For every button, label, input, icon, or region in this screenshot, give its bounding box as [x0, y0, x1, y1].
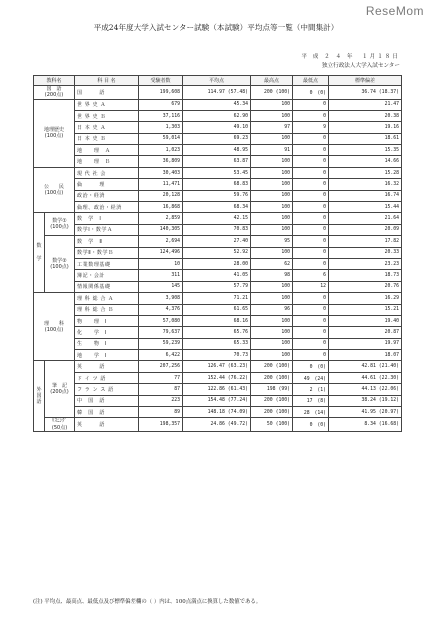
subject-cell: ド イ ツ 語: [75, 372, 139, 383]
table-body: [34, 86, 402, 432]
max-cell: 100: [251, 213, 293, 224]
examinees-cell: 4,376: [139, 304, 183, 315]
max-cell: 96: [251, 304, 293, 315]
std-dev-cell: 19.40: [329, 315, 402, 326]
table-row: [34, 167, 402, 178]
std-dev-cell: 20.09: [329, 224, 402, 235]
min-cell: 0 (0): [293, 86, 329, 100]
subject-cell: フ ラ ン ス 語: [75, 384, 139, 395]
min-cell: 0: [293, 304, 329, 315]
average-cell: 62.90: [183, 110, 251, 121]
table-row: [34, 418, 402, 432]
min-cell: 17 (8): [293, 395, 329, 406]
examinees-cell: 6,422: [139, 350, 183, 361]
min-cell: 0: [293, 293, 329, 304]
examinees-cell: 145: [139, 281, 183, 292]
max-cell: 100: [251, 327, 293, 338]
group-gaikoku: 外国語: [34, 361, 45, 431]
table-row: [34, 213, 402, 224]
table-row: [34, 236, 402, 247]
max-cell: 200 (100): [251, 407, 293, 418]
table-row: [34, 122, 402, 133]
std-dev-cell: 23.23: [329, 258, 402, 269]
max-cell: 100: [251, 99, 293, 110]
min-cell: 0: [293, 133, 329, 144]
average-cell: 45.34: [183, 99, 251, 110]
std-dev-cell: 20.33: [329, 247, 402, 258]
average-cell: 42.15: [183, 213, 251, 224]
average-cell: 59.76: [183, 190, 251, 201]
max-cell: 100: [251, 224, 293, 235]
examinees-cell: 124,496: [139, 247, 183, 258]
average-cell: 41.05: [183, 270, 251, 281]
page-title: 平成24年度大学入試センター試験（本試験）平均点等一覧（中間集計）: [93, 23, 339, 32]
average-cell: 63.87: [183, 156, 251, 167]
subject-cell: 地 理 Ａ: [75, 145, 139, 156]
header-average: 平均点: [183, 76, 251, 86]
subject-cell: 情報関係基礎: [75, 281, 139, 292]
min-cell: 0: [293, 315, 329, 326]
examinees-cell: 37,116: [139, 110, 183, 121]
min-cell: 0: [293, 99, 329, 110]
examinees-cell: 1,023: [139, 145, 183, 156]
max-cell: 198 (99): [251, 384, 293, 395]
average-cell: 28.00: [183, 258, 251, 269]
group-hikki: 筆 記 (200点): [45, 361, 75, 418]
min-cell: 2 (1): [293, 384, 329, 395]
min-cell: 49 (24): [293, 372, 329, 383]
subject-cell: 数 学 Ⅱ: [75, 236, 139, 247]
examinees-cell: 2,694: [139, 236, 183, 247]
table-row: [34, 372, 402, 383]
subject-cell: 中 国 語: [75, 395, 139, 406]
average-cell: 61.65: [183, 304, 251, 315]
std-dev-cell: 15.21: [329, 304, 402, 315]
examinees-cell: 223: [139, 395, 183, 406]
min-cell: 0: [293, 224, 329, 235]
average-cell: 126.47 (63.23): [183, 361, 251, 372]
group-chireki: 地理歴史 (100点): [34, 99, 75, 167]
average-cell: 69.23: [183, 133, 251, 144]
average-cell: 122.86 (61.43): [183, 384, 251, 395]
subject-cell: 日 本 史 Ｂ: [75, 133, 139, 144]
table-row: [34, 202, 402, 213]
examinees-cell: 207,256: [139, 361, 183, 372]
average-cell: 65.76: [183, 327, 251, 338]
average-cell: 148.18 (74.09): [183, 407, 251, 418]
std-dev-cell: 21.64: [329, 213, 402, 224]
average-cell: 24.86 (49.72): [183, 418, 251, 432]
table-row: [34, 395, 402, 406]
examinees-cell: 20,128: [139, 190, 183, 201]
table-row: [34, 145, 402, 156]
average-cell: 152.44 (76.22): [183, 372, 251, 383]
max-cell: 100: [251, 202, 293, 213]
table-row: [34, 224, 402, 235]
table-row: [34, 384, 402, 395]
max-cell: 100: [251, 247, 293, 258]
std-dev-cell: 18.07: [329, 350, 402, 361]
min-cell: 0: [293, 236, 329, 247]
std-dev-cell: 8.34 (16.68): [329, 418, 402, 432]
subject-cell: 化 学 Ⅰ: [75, 327, 139, 338]
min-cell: 0: [293, 190, 329, 201]
examinees-cell: 199,608: [139, 86, 183, 100]
average-cell: 53.45: [183, 167, 251, 178]
min-cell: 0: [293, 213, 329, 224]
header-subject: 科 目 名: [75, 76, 139, 86]
examinees-cell: 59,239: [139, 338, 183, 349]
max-cell: 100: [251, 110, 293, 121]
max-cell: 98: [251, 270, 293, 281]
average-cell: 68.34: [183, 202, 251, 213]
max-cell: 200 (100): [251, 361, 293, 372]
max-cell: 100: [251, 190, 293, 201]
table-row: [34, 86, 402, 100]
examinees-cell: 679: [139, 99, 183, 110]
min-cell: 0: [293, 202, 329, 213]
table-row: [34, 156, 402, 167]
table-row: [34, 338, 402, 349]
max-cell: 100: [251, 338, 293, 349]
subject-cell: 日 本 史 Ａ: [75, 122, 139, 133]
max-cell: 100: [251, 133, 293, 144]
table-row: [34, 247, 402, 258]
examinees-cell: 198,357: [139, 418, 183, 432]
table-row: [34, 293, 402, 304]
table-row: [34, 304, 402, 315]
std-dev-cell: 20.87: [329, 327, 402, 338]
issue-date: 平 成 ２ ４ 年 １月１８日: [301, 54, 400, 60]
min-cell: 28 (14): [293, 407, 329, 418]
subject-cell: 倫理、政治・経済: [75, 202, 139, 213]
table-row: [34, 179, 402, 190]
std-dev-cell: 14.66: [329, 156, 402, 167]
footnote: (注) 平均点、最高点、最低点及び標準偏差欄の（ ）内は、100点満点に換算した数値である。: [33, 599, 262, 605]
subject-cell: 政治・経済: [75, 190, 139, 201]
average-cell: 48.95: [183, 145, 251, 156]
max-cell: 100: [251, 156, 293, 167]
min-cell: 0: [293, 156, 329, 167]
average-cell: 114.97 (57.48): [183, 86, 251, 100]
std-dev-cell: 15.44: [329, 202, 402, 213]
max-cell: 50 (100): [251, 418, 293, 432]
std-dev-cell: 16.32: [329, 179, 402, 190]
std-dev-cell: 44.61 (22.30): [329, 372, 402, 383]
examinees-cell: 79,637: [139, 327, 183, 338]
group-koumin: 公 民 (100点): [34, 167, 75, 213]
subject-cell: 倫 理: [75, 179, 139, 190]
max-cell: 62: [251, 258, 293, 269]
group-suugaku: 数 学: [34, 213, 45, 293]
min-cell: 0: [293, 350, 329, 361]
average-cell: 68.16: [183, 315, 251, 326]
examinees-cell: 59,014: [139, 133, 183, 144]
header-examinees: 受験者数: [139, 76, 183, 86]
std-dev-cell: 15.35: [329, 145, 402, 156]
std-dev-cell: 19.16: [329, 122, 402, 133]
std-dev-cell: 19.97: [329, 338, 402, 349]
subject-cell: 生 物 Ⅰ: [75, 338, 139, 349]
examinees-cell: 87: [139, 384, 183, 395]
max-cell: 100: [251, 350, 293, 361]
average-cell: 154.48 (77.24): [183, 395, 251, 406]
group-suugaku-1: 数学① (100点): [45, 213, 75, 236]
subject-cell: 地 学 Ⅰ: [75, 350, 139, 361]
min-cell: 0: [293, 338, 329, 349]
max-cell: 100: [251, 281, 293, 292]
max-cell: 95: [251, 236, 293, 247]
table-row: [34, 190, 402, 201]
table-row: [34, 327, 402, 338]
min-cell: 0 (0): [293, 361, 329, 372]
header-max: 最高点: [251, 76, 293, 86]
examinees-cell: 1,303: [139, 122, 183, 133]
average-cell: 52.92: [183, 247, 251, 258]
average-cell: 70.73: [183, 350, 251, 361]
subject-cell: 数 学 Ⅰ: [75, 213, 139, 224]
std-dev-cell: 20.76: [329, 281, 402, 292]
std-dev-cell: 44.13 (22.06): [329, 384, 402, 395]
min-cell: 0: [293, 110, 329, 121]
group-kokugo: 国 語 (200点): [34, 86, 75, 100]
issuing-organization: 独立行政法人大学入試センター: [321, 63, 400, 69]
subject-cell: 数学Ⅰ・数学Ａ: [75, 224, 139, 235]
std-dev-cell: 42.81 (21.40): [329, 361, 402, 372]
average-cell: 27.40: [183, 236, 251, 247]
subject-cell: 現 代 社 会: [75, 167, 139, 178]
table-row: [34, 361, 402, 372]
header-row: [34, 76, 402, 86]
max-cell: 200 (100): [251, 372, 293, 383]
min-cell: 0: [293, 327, 329, 338]
max-cell: 200 (100): [251, 86, 293, 100]
std-dev-cell: 17.82: [329, 236, 402, 247]
std-dev-cell: 15.28: [329, 167, 402, 178]
subject-cell: 国 語: [75, 86, 139, 100]
average-cell: 57.79: [183, 281, 251, 292]
examinees-cell: 11,471: [139, 179, 183, 190]
std-dev-cell: 18.61: [329, 133, 402, 144]
average-cell: 49.10: [183, 122, 251, 133]
examinees-cell: 3,908: [139, 293, 183, 304]
table-row: [34, 315, 402, 326]
subject-cell: 理 科 総 合 Ａ: [75, 293, 139, 304]
max-cell: 100: [251, 179, 293, 190]
subject-cell: 韓 国 語: [75, 407, 139, 418]
subject-cell: 物 理 Ⅰ: [75, 315, 139, 326]
min-cell: 0: [293, 179, 329, 190]
std-dev-cell: 41.95 (20.97): [329, 407, 402, 418]
examinees-cell: 57,080: [139, 315, 183, 326]
examinees-cell: 16,868: [139, 202, 183, 213]
header-subject-group: 教科名: [34, 76, 75, 86]
min-cell: 0 (0): [293, 418, 329, 432]
examinees-cell: 311: [139, 270, 183, 281]
max-cell: 97: [251, 122, 293, 133]
table-row: [34, 350, 402, 361]
subject-cell: 世 界 史 Ｂ: [75, 110, 139, 121]
examinees-cell: 36,809: [139, 156, 183, 167]
std-dev-cell: 20.38: [329, 110, 402, 121]
examinees-cell: 89: [139, 407, 183, 418]
min-cell: 0: [293, 247, 329, 258]
max-cell: 200 (100): [251, 395, 293, 406]
subject-cell: 英 語: [75, 361, 139, 372]
table-row: [34, 270, 402, 281]
score-table: [33, 75, 402, 432]
subject-cell: 世 界 史 Ａ: [75, 99, 139, 110]
group-suugaku-2: 数学② (100点): [45, 236, 75, 293]
average-cell: 68.83: [183, 179, 251, 190]
max-cell: 100: [251, 167, 293, 178]
subject-cell: 工業数理基礎: [75, 258, 139, 269]
max-cell: 91: [251, 145, 293, 156]
min-cell: 6: [293, 270, 329, 281]
table-row: [34, 281, 402, 292]
std-dev-cell: 18.73: [329, 270, 402, 281]
min-cell: 9: [293, 122, 329, 133]
header-std-dev: 標準偏差: [329, 76, 402, 86]
max-cell: 100: [251, 315, 293, 326]
min-cell: 0: [293, 258, 329, 269]
average-cell: 71.21: [183, 293, 251, 304]
subject-cell: 数学Ⅱ・数学Ｂ: [75, 247, 139, 258]
min-cell: 0: [293, 145, 329, 156]
std-dev-cell: 16.29: [329, 293, 402, 304]
table-row: [34, 110, 402, 121]
header-min: 最低点: [293, 76, 329, 86]
average-cell: 65.33: [183, 338, 251, 349]
table-row: [34, 407, 402, 418]
subject-cell: 地 理 Ｂ: [75, 156, 139, 167]
resemom-logo: ReseMom: [365, 4, 424, 18]
examinees-cell: 30,403: [139, 167, 183, 178]
table-row: [34, 133, 402, 144]
min-cell: 0: [293, 167, 329, 178]
std-dev-cell: 36.74 (18.37): [329, 86, 402, 100]
std-dev-cell: 21.47: [329, 99, 402, 110]
examinees-cell: 10: [139, 258, 183, 269]
subject-cell: 理 科 総 合 Ｂ: [75, 304, 139, 315]
std-dev-cell: 38.24 (19.12): [329, 395, 402, 406]
subject-cell: 英 語: [75, 418, 139, 432]
table-row: [34, 99, 402, 110]
examinees-cell: 140,305: [139, 224, 183, 235]
average-cell: 70.83: [183, 224, 251, 235]
min-cell: 12: [293, 281, 329, 292]
std-dev-cell: 16.74: [329, 190, 402, 201]
max-cell: 100: [251, 293, 293, 304]
group-rika: 理 科 (100点): [34, 293, 75, 361]
examinees-cell: 77: [139, 372, 183, 383]
table-row: [34, 258, 402, 269]
group-listening: ﾘｽﾆﾝｸﾞ (50点): [45, 418, 75, 432]
subject-cell: 簿記・会計: [75, 270, 139, 281]
examinees-cell: 2,859: [139, 213, 183, 224]
